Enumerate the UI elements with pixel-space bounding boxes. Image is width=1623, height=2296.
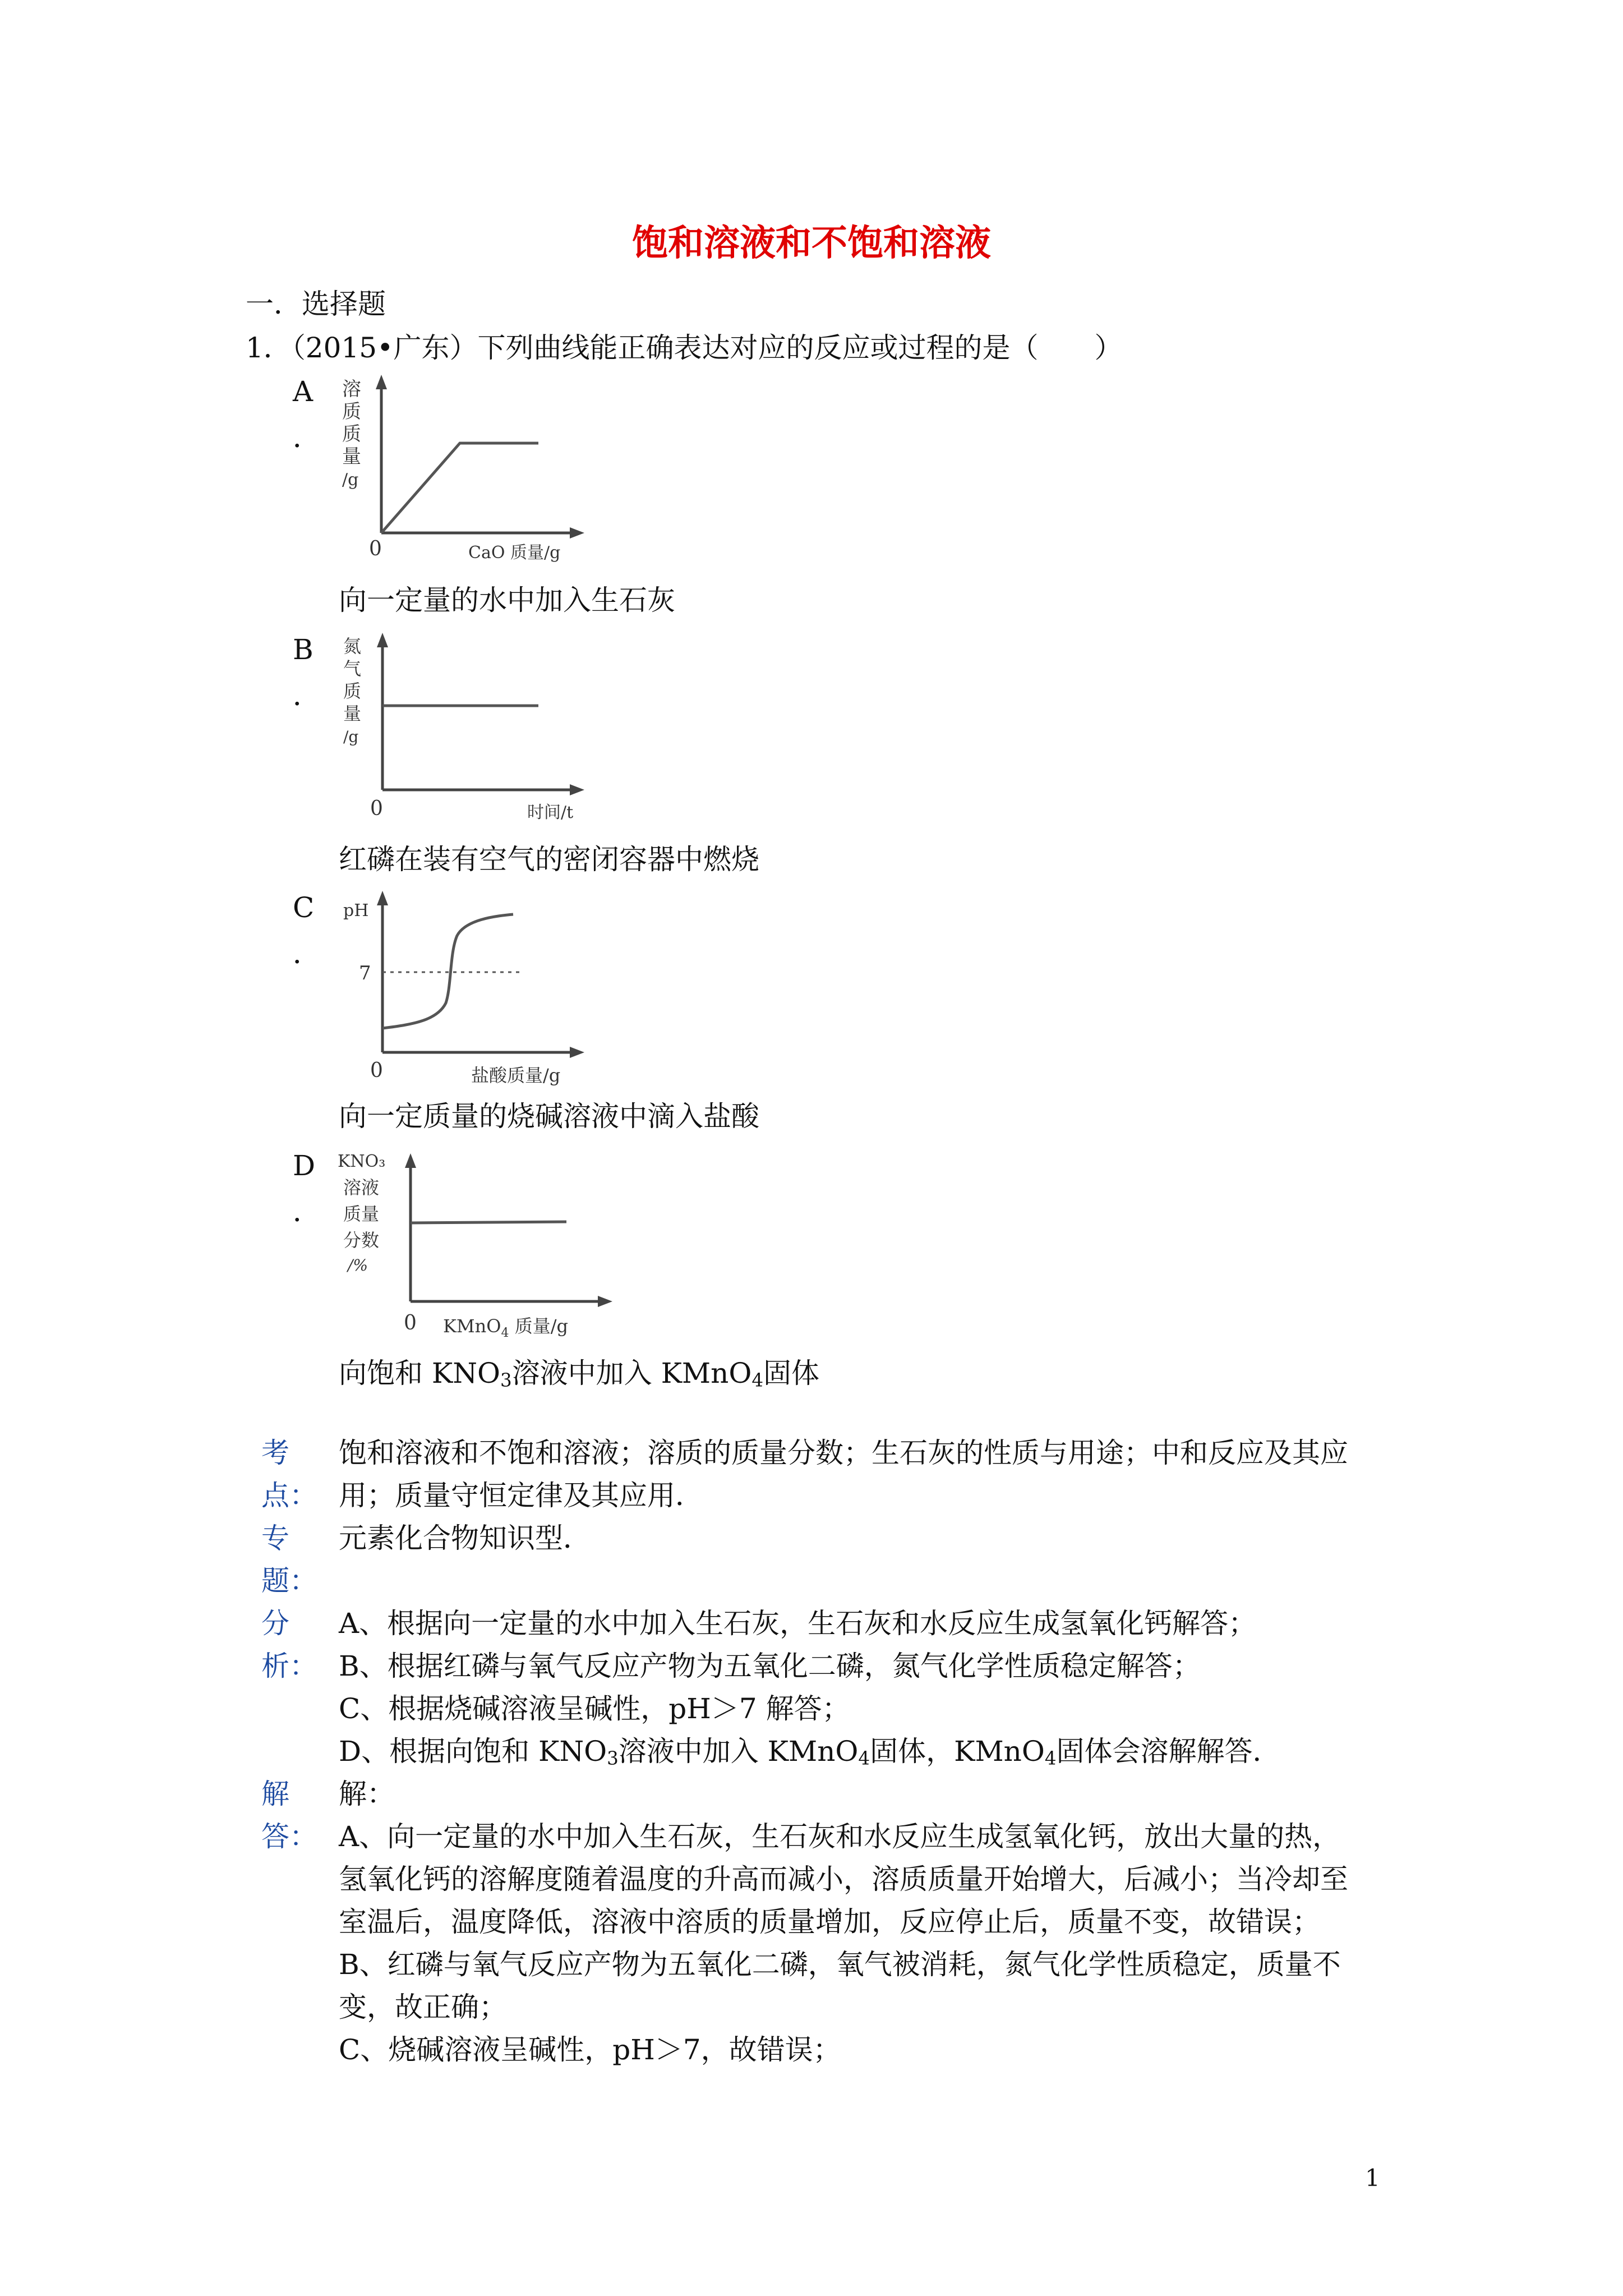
y-label-1: 溶液	[343, 1177, 380, 1198]
fenxi-label-2: 析：	[261, 1650, 317, 1682]
option-c-caption: 向一定质量的烧碱溶液中滴入盐酸	[339, 1100, 759, 1133]
question	[246, 331, 1123, 365]
caption-sub-2: 4	[751, 1369, 764, 1391]
caption-sub-1: 3	[500, 1369, 512, 1391]
origin-label: 0	[369, 537, 382, 560]
line4-post: 固体会溶解解答．	[1056, 1735, 1281, 1768]
y-label-2: 质	[342, 401, 361, 423]
curve	[381, 443, 538, 533]
caption-pre: 向饱和 KNO	[339, 1357, 500, 1389]
x-label-post: 质量/g	[509, 1315, 568, 1337]
caption-post: 固体	[763, 1357, 820, 1389]
zhuanti-label-1: 专	[261, 1522, 289, 1554]
origin-label: 0	[370, 797, 383, 820]
line4-mid: 溶液中加入 KMnO	[618, 1735, 859, 1768]
origin-label: 0	[370, 1059, 383, 1082]
y-label-4: /%	[348, 1256, 368, 1274]
option-b-letter: B	[293, 633, 313, 666]
option-d-letter: D	[293, 1149, 316, 1182]
y-label-5: /g	[342, 470, 359, 490]
option-b-caption: 红磷在装有空气的密闭容器中燃烧	[339, 843, 759, 876]
x-label-sub: 4	[501, 1326, 509, 1340]
option-a-caption: 向一定量的水中加入生石灰	[339, 584, 675, 616]
option-b-graph	[331, 627, 600, 835]
x-label: CaO 质量/g	[468, 543, 561, 563]
line4-sub-3: 4	[1044, 1747, 1057, 1769]
y-label-3: 质	[342, 423, 361, 445]
jieda-line-2: A、向一定量的水中加入生石灰，生石灰和水反应生成氢氧化钙，放出大量的热，	[339, 1820, 1341, 1853]
x-axis-arrow	[598, 1296, 612, 1307]
y-label-1: 氮	[343, 636, 362, 657]
kaodian-line-1: 饱和溶液和不饱和溶液；溶质的质量分数；生石灰的性质与用途；中和反应及其应	[339, 1437, 1348, 1469]
y-label-2: 质量	[343, 1203, 380, 1225]
tick-7: 7	[359, 962, 371, 984]
y-label-2: 气	[343, 658, 362, 679]
option-b-dot: ．	[293, 679, 321, 712]
line4-sub-2: 4	[858, 1747, 870, 1769]
x-label	[443, 1315, 568, 1340]
y-axis-arrow	[377, 633, 388, 647]
line4-mid-2: 固体，KMnO	[870, 1735, 1045, 1768]
y-label-1: 溶	[342, 378, 361, 401]
fenxi-line-3: C、根据烧碱溶液呈碱性，pH＞7 解答；	[339, 1692, 850, 1725]
jieda-line-3: 氢氧化钙的溶解度随着温度的升高而减小，溶质质量开始增大，后减小；当冷却至	[339, 1863, 1348, 1895]
curve	[411, 1222, 566, 1223]
x-axis-arrow	[570, 527, 584, 539]
jieda-line-1: 解：	[339, 1778, 395, 1810]
option-d-graph	[331, 1144, 634, 1358]
option-c-dot: ．	[293, 937, 321, 970]
fenxi-line-4	[339, 1734, 1281, 1775]
jieda-line-5: B、红磷与氧气反应产物为五氧化二磷，氧气被消耗，氮气化学性质稳定，质量不	[339, 1948, 1341, 1981]
x-axis-arrow	[570, 1047, 584, 1058]
jieda-line-6: 变，故正确；	[339, 1991, 507, 2023]
page-title: 饱和溶液和不饱和溶液	[632, 222, 991, 264]
option-a-dot: ．	[293, 421, 321, 454]
option-a-graph	[331, 370, 600, 572]
option-d-dot: ．	[293, 1195, 321, 1228]
x-label: 时间/t	[527, 803, 574, 822]
y-label-3: 质	[343, 680, 362, 702]
option-c-letter: C	[293, 891, 315, 924]
line4-pre: D、根据向饱和 KNO	[339, 1735, 607, 1768]
fenxi-line-2: B、根据红磷与氧气反应产物为五氧化二磷，氮气化学性质稳定解答；	[339, 1650, 1201, 1682]
x-axis-arrow	[570, 784, 584, 795]
option-c-graph	[331, 885, 600, 1093]
y-label-4: 量	[343, 703, 362, 724]
jieda-label-2: 答：	[261, 1820, 317, 1853]
zhuanti-label-2: 题：	[261, 1565, 317, 1597]
fenxi-line-1: A、根据向一定量的水中加入生石灰，生石灰和水反应生成氢氧化钙解答；	[339, 1607, 1257, 1640]
fenxi-label-1: 分	[261, 1607, 289, 1640]
jieda-label-1: 解	[261, 1778, 289, 1810]
zhuanti-line-1: 元素化合物知识型．	[339, 1522, 591, 1554]
kaodian-label-2: 点：	[261, 1479, 317, 1512]
y-label: pH	[343, 901, 369, 921]
y-label-5: /g	[343, 728, 359, 746]
y-label-3: 分数	[343, 1230, 380, 1251]
question-number: 1．	[246, 332, 292, 364]
origin-label: 0	[404, 1312, 417, 1335]
x-label: 盐酸质量/g	[471, 1065, 561, 1086]
kaodian-line-2: 用；质量守恒定律及其应用．	[339, 1479, 703, 1512]
x-label-pre: KMnO	[443, 1315, 501, 1337]
kaodian-label-1: 考	[261, 1437, 289, 1469]
y-axis-arrow	[377, 891, 388, 905]
caption-mid: 溶液中加入 KMnO	[511, 1357, 752, 1389]
y-axis-arrow	[376, 375, 387, 389]
jieda-line-7: C、烧碱溶液呈碱性，pH＞7，故错误；	[339, 2033, 841, 2066]
section-heading: 一．选择题	[246, 288, 386, 320]
y-axis-arrow	[405, 1153, 416, 1168]
line4-sub-1: 3	[607, 1747, 619, 1769]
option-d-caption	[339, 1356, 819, 1397]
jieda-line-4: 室温后，温度降低，溶液中溶质的质量增加，反应停止后，质量不变，故错误；	[339, 1906, 1320, 1938]
question-text: （2015•广东）下列曲线能正确表达对应的反应或过程的是（ ）	[291, 332, 1123, 364]
page-number: 1	[1365, 2164, 1380, 2192]
y-label-4: 量	[342, 445, 361, 468]
option-a-letter: A	[293, 375, 313, 408]
y-label-top: KNO₃	[338, 1152, 386, 1171]
